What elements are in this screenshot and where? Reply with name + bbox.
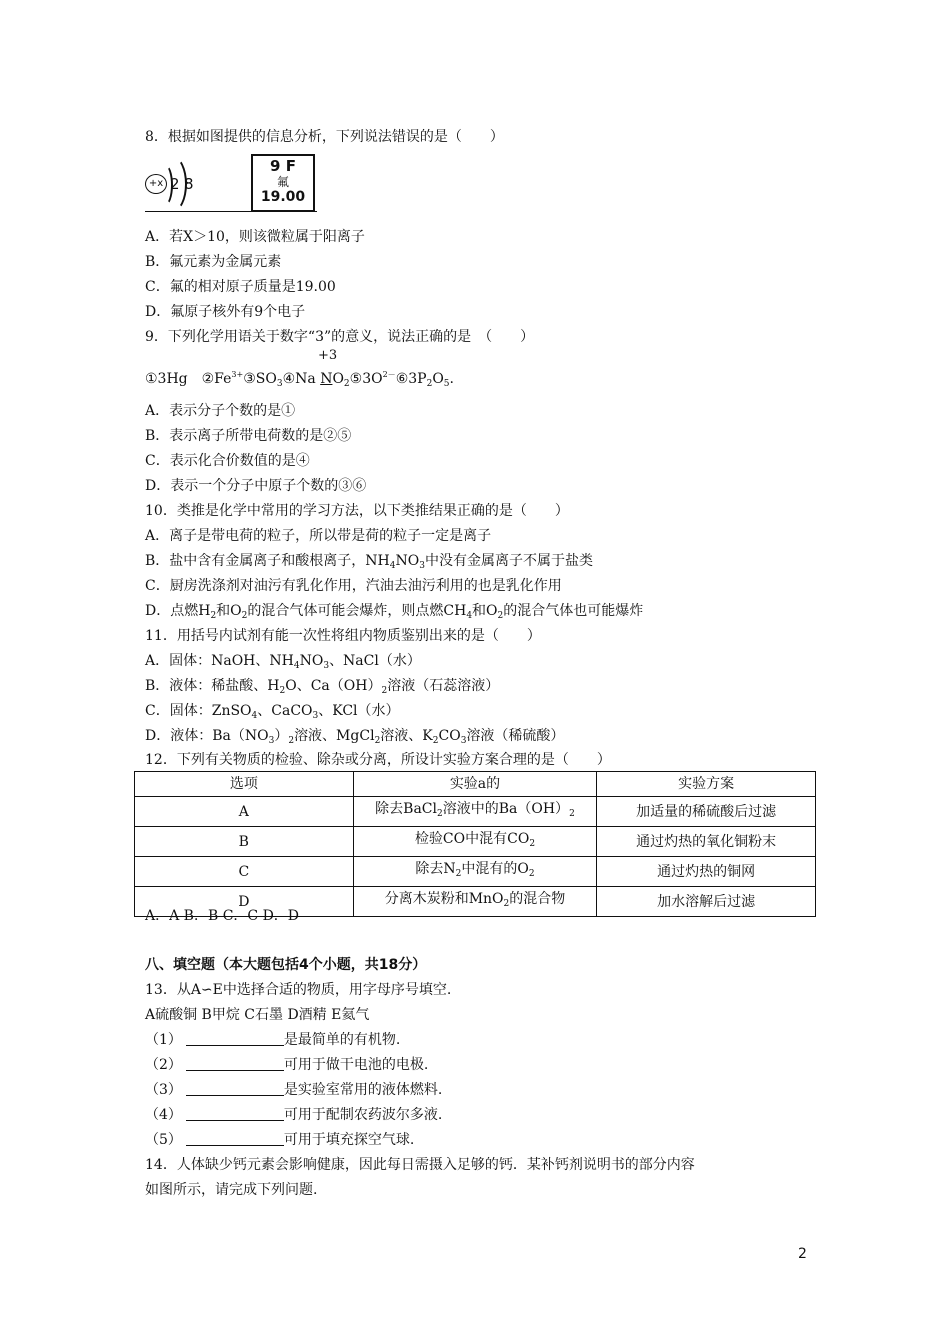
q13-item xyxy=(145,1131,414,1149)
sub: 4 xyxy=(251,711,258,721)
text: 除去N xyxy=(415,861,456,877)
sub: 2 xyxy=(432,736,439,746)
table-cell: 通过灼热的铜网 xyxy=(597,857,816,887)
text: 溶液、K xyxy=(380,728,433,744)
sub: 2 xyxy=(528,869,535,879)
sub: 2 xyxy=(569,809,575,819)
q11-option-b xyxy=(145,677,499,700)
sub: 4 xyxy=(293,661,300,671)
sub: 2 xyxy=(279,686,286,696)
table-cell xyxy=(353,827,597,857)
q9-option-c: C．表示化合价数值的是④ xyxy=(145,453,310,469)
table-cell: C xyxy=(135,857,354,887)
shell-2-electrons: 8 xyxy=(184,175,194,193)
shell-1-electrons: 2 xyxy=(170,175,180,193)
q11-option-c xyxy=(145,702,400,725)
table-row xyxy=(135,797,816,827)
text: 的混合物 xyxy=(509,891,566,907)
table-cell: 加水溶解后过滤 xyxy=(597,887,816,917)
q8-option-d: D．氟原子核外有9个电子 xyxy=(145,304,306,320)
text: 的混合气体也可能爆炸 xyxy=(503,603,644,619)
element-card xyxy=(251,154,315,212)
item-text: 是实验室常用的液体燃料. xyxy=(283,1082,443,1098)
text: 中混有的O xyxy=(461,861,529,877)
q14-line-2: 如图所示，请完成下列问题. xyxy=(145,1182,318,1198)
text: NO xyxy=(395,553,420,569)
text: 的混合气体可能会爆炸，则点燃CH xyxy=(247,603,467,619)
sub: 3 xyxy=(312,711,319,721)
sub: 3 xyxy=(460,736,467,746)
valence-label: +3 xyxy=(318,348,338,363)
formula-sub: 5 xyxy=(443,379,450,389)
q10-option-a: A．离子是带电荷的粒子，所以带是荷的粒子一定是离子 xyxy=(145,528,492,544)
item-text: 可用于配制农药波尔多液. xyxy=(283,1107,443,1123)
answer-blank[interactable] xyxy=(186,1132,284,1146)
q10-option-b xyxy=(145,552,593,575)
q9-option-a: A．表示分子个数的是① xyxy=(145,403,296,419)
q11-option-d xyxy=(145,727,564,750)
text: 、NaCl（水） xyxy=(329,653,421,669)
text: 中没有金属离子不属于盐类 xyxy=(424,553,593,569)
answer-blank[interactable] xyxy=(186,1107,284,1121)
page-number: 2 xyxy=(798,1246,807,1262)
text: 和O xyxy=(216,603,242,619)
text: 、KCl（水） xyxy=(318,703,400,719)
text: 和O xyxy=(472,603,498,619)
q9-formulas xyxy=(145,366,454,393)
formula-part: O xyxy=(332,371,344,387)
item-text: 可用于做干电池的电极. xyxy=(283,1057,429,1073)
formula-sub: 2 xyxy=(343,379,350,389)
formula-part: ①3Hg ②Fe xyxy=(145,371,232,387)
q12-answers: A．A B．B C．C D．D xyxy=(145,908,300,924)
text: 溶液（稀硫酸） xyxy=(466,728,565,744)
sub: 3 xyxy=(419,561,425,571)
table-cell: 通过灼热的氧化铜粉末 xyxy=(597,827,816,857)
formula-part: ④Na xyxy=(282,371,316,387)
q9-option-d: D．表示一个分子中原子个数的③⑥ xyxy=(145,478,367,494)
sub: 2 xyxy=(288,736,295,746)
q13-item xyxy=(145,1031,400,1049)
text: 除去BaCl xyxy=(375,801,437,817)
text: CO xyxy=(438,728,461,744)
formula-sub: 2 xyxy=(426,379,433,389)
table-cell xyxy=(353,797,597,827)
formula-part: . xyxy=(449,371,454,387)
item-number: （1） xyxy=(145,1032,182,1048)
item-text: 是最简单的有机物. xyxy=(283,1032,401,1048)
sub: 3 xyxy=(268,736,275,746)
sub: 2 xyxy=(503,899,510,909)
sub: 2 xyxy=(437,809,443,819)
q10-stem: 10．类推是化学中常用的学习方法，以下类推结果正确的是（ ） xyxy=(145,503,569,519)
answer-blank[interactable] xyxy=(186,1057,284,1071)
table-header-cell: 实验a的 xyxy=(353,772,597,797)
text: 溶液（石蕊溶液） xyxy=(387,678,500,694)
q12-stem: 12．下列有关物质的检验、除杂或分离，所设计实验方案合理的是（ ） xyxy=(145,752,611,768)
text: D．点燃H xyxy=(145,603,211,619)
sub: 2 xyxy=(210,611,217,621)
table-row xyxy=(135,857,816,887)
formula-part: ③SO xyxy=(243,371,277,387)
formula-part: ⑤3O xyxy=(349,371,383,387)
formula-part: ⑥3P xyxy=(395,371,427,387)
answer-blank[interactable] xyxy=(186,1032,284,1046)
q9-stem: 9．下列化学用语关于数字“3”的意义，说法正确的是 （ ） xyxy=(145,329,535,345)
formula-sup: 2－ xyxy=(382,370,396,379)
text: B．液体：稀盐酸、H xyxy=(145,678,280,694)
q12-table xyxy=(134,771,816,917)
answer-blank[interactable] xyxy=(186,1082,284,1096)
q10-option-c: C．厨房洗涤剂对油污有乳化作用，汽油去油污利用的也是乳化作用 xyxy=(145,578,562,594)
q13-item xyxy=(145,1081,442,1099)
q14-line-1: 14．人体缺少钙元素会影响健康，因此每日需摄入足够的钙．某补钙剂说明书的部分内容 xyxy=(145,1157,695,1173)
q13-item xyxy=(145,1106,442,1124)
q13-choices: A硫酸铜 B甲烷 C石墨 D酒精 E氦气 xyxy=(145,1007,370,1023)
sub: 4 xyxy=(466,611,473,621)
q9-option-b: B．表示离子所带电荷数的是②⑤ xyxy=(145,428,352,444)
table-header-cell: 实验方案 xyxy=(597,772,816,797)
table-cell xyxy=(353,887,597,917)
q8-figure xyxy=(145,150,317,214)
item-text: 可用于填充探空气球. xyxy=(283,1132,415,1148)
table-cell: A xyxy=(135,797,354,827)
text: D．液体：Ba（NO xyxy=(145,728,269,744)
formula-part: N xyxy=(320,371,333,387)
text: O、Ca（OH） xyxy=(285,678,382,694)
item-number: （3） xyxy=(145,1082,182,1098)
sub: 2 xyxy=(374,736,381,746)
text: ） xyxy=(274,728,289,744)
element-name: 氟 xyxy=(276,175,289,189)
sub: 4 xyxy=(389,561,396,571)
text: NO xyxy=(299,653,324,669)
sub: 2 xyxy=(381,686,388,696)
text: A．固体：NaOH、NH xyxy=(145,653,294,669)
q8-stem: 8．根据如图提供的信息分析，下列说法错误的是（ ） xyxy=(145,129,504,145)
text: 检验CO中混有CO xyxy=(414,831,530,847)
nucleus-circle: +x xyxy=(145,174,167,194)
q8-option-c: C．氟的相对原子质量是19.00 xyxy=(145,279,336,295)
table-header-row xyxy=(135,772,816,797)
q13-item xyxy=(145,1056,428,1074)
text: 、CaCO xyxy=(257,703,313,719)
formula-sup: 3+ xyxy=(231,370,244,379)
sub: 2 xyxy=(497,611,504,621)
text: 溶液中的Ba（OH） xyxy=(442,801,570,817)
text: C．固体：ZnSO xyxy=(145,703,252,719)
sub: 2 xyxy=(241,611,248,621)
item-number: （2） xyxy=(145,1057,182,1073)
q11-stem: 11．用括号内试剂有能一次性将组内物质鉴别出来的是（ ） xyxy=(145,628,541,644)
table-cell: 加适量的稀硫酸后过滤 xyxy=(597,797,816,827)
table-row xyxy=(135,827,816,857)
q13-stem: 13．从A∽E中选择合适的物质，用字母序号填空. xyxy=(145,982,452,998)
table-cell: B xyxy=(135,827,354,857)
q11-option-a xyxy=(145,652,421,675)
item-number: （4） xyxy=(145,1107,182,1123)
table-header-cell: 选项 xyxy=(135,772,354,797)
q10-option-d xyxy=(145,602,643,625)
figure-baseline xyxy=(145,211,317,212)
table-cell: D xyxy=(135,887,354,917)
text: 分离木炭粉和MnO xyxy=(384,891,504,907)
table-cell xyxy=(353,857,597,887)
formula-sub: 3 xyxy=(276,379,283,389)
sub: 2 xyxy=(529,839,536,849)
item-number: （5） xyxy=(145,1132,182,1148)
text: 溶液、MgCl xyxy=(294,728,375,744)
q8-option-b: B．氟元素为金属元素 xyxy=(145,254,282,270)
text: B．盐中含有金属离子和酸根离子，NH xyxy=(145,553,390,569)
element-number-symbol: 9 F xyxy=(270,157,296,175)
sub: 2 xyxy=(455,869,462,879)
section-title: 八、填空题（本大题包括4个小题，共18分） xyxy=(145,957,427,973)
atomic-mass: 19.00 xyxy=(260,189,306,205)
formula-part: O xyxy=(432,371,444,387)
q8-option-a: A．若X＞10，则该微粒属于阳离子 xyxy=(145,229,365,245)
sub: 3 xyxy=(323,661,330,671)
